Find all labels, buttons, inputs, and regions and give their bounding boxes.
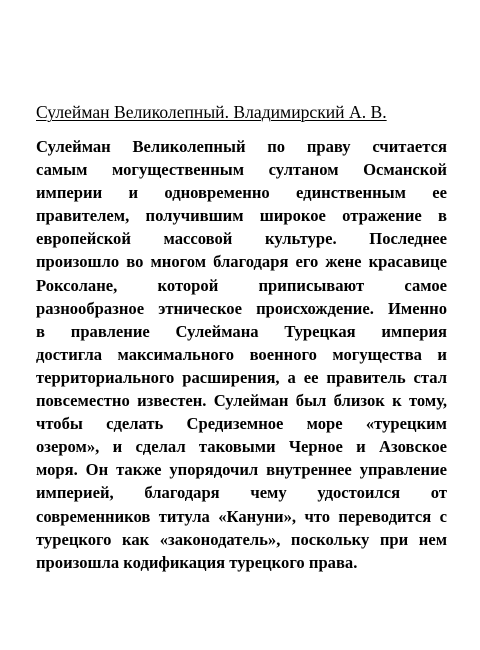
body-line-7: Роксолане, которой приписывают самое [36,275,447,295]
body-line-4: правителем, получившим широкое отражение в [36,206,447,226]
body-line-9: в правление Сулеймана Турецкая империя [36,321,447,341]
document-title: Сулейман Великолепный. Владимирский А. В. [36,102,387,122]
body-line-1: Сулейман Великолепный по праву считается [36,137,447,156]
body-line-18: турецкого как «законодатель», поскольку при нем [36,529,447,549]
document-body [36,135,447,574]
body-line-17: современников титула «Кануни», что переводится с [36,506,447,526]
body-line-14: озером», и сделал таковыми Черное и Азовское [36,437,447,457]
body-line-11: территориального расширения, а ее правитель стал [36,367,447,387]
body-line-16: империей, благодаря чему удостоился от [36,483,447,503]
body-line-12: повсеместно известен. Сулейман был близок к тому, [36,391,447,411]
body-line-15: моря. Он также упорядочил внутреннее управление [36,460,447,480]
body-line-3: империи и одновременно единственным ее [36,183,447,203]
body-line-10: достигла максимального военного могущества и [36,344,447,364]
body-line-8: разнообразное этническое происхождение. Именно [36,298,447,318]
body-line-2: самым могущественным султаном Османской [36,160,447,180]
body-line-5: европейской массовой культуре. Последнее [36,229,447,249]
body-line-13: чтобы сделать Средиземное море «турецким [36,414,447,434]
body-line-19: произошла кодификация турецкого права. [36,552,358,572]
body-line-6: произошло во многом благодаря его жене красавице [36,252,447,272]
